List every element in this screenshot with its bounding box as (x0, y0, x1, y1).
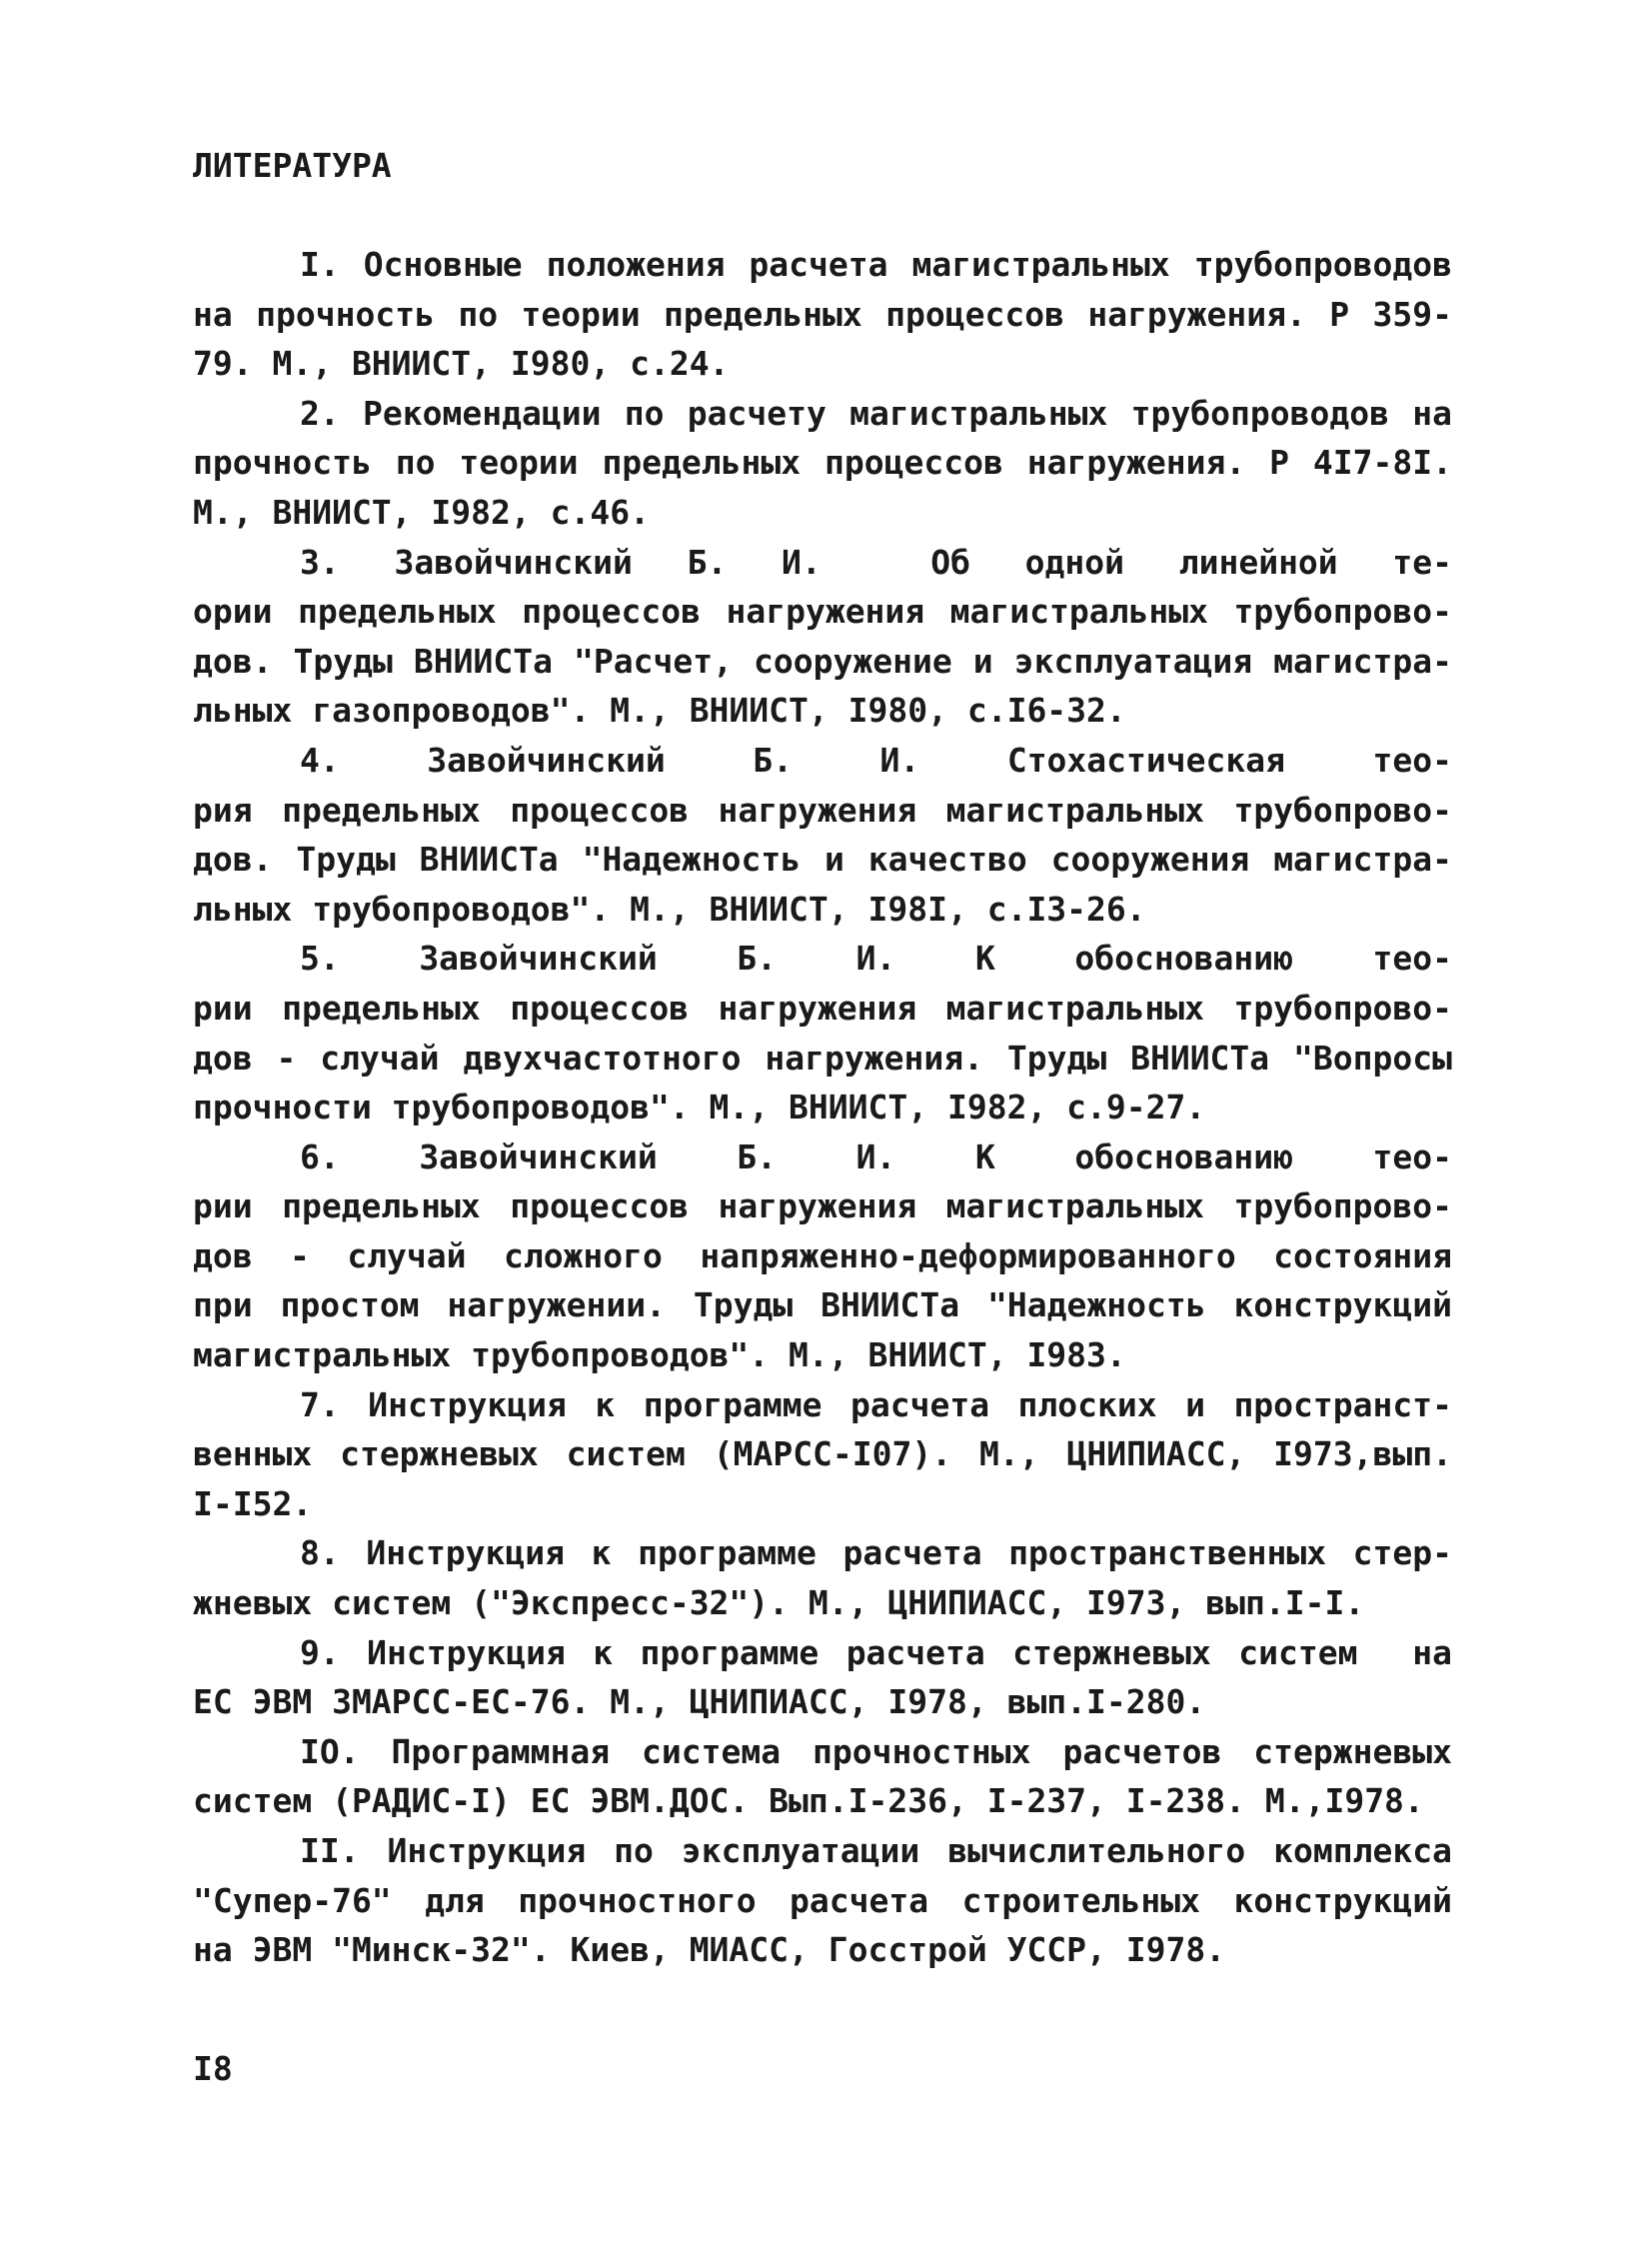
reference-item (193, 1727, 1452, 1826)
reference-line: венных стержневых систем (МАРСС-I07). М., ЦНИПИАСС, I973,вып. (193, 1434, 1452, 1474)
reference-line: IO. Программная система прочностных расчетов стержневых (300, 1731, 1452, 1771)
reference-line: М., ВНИИСТ, I982, с.46. (193, 492, 650, 532)
reference-list (193, 240, 1452, 1975)
reference-line: I. Основные положения расчета магистральных трубопроводов (300, 245, 1452, 284)
reference-line: дов - случай сложного напряженно-деформированного состояния (193, 1235, 1452, 1275)
reference-line: дов - случай двухчастотного нагружения. Труды ВНИИСТа "Вопросы (193, 1038, 1452, 1078)
reference-line: 6. Завойчинский Б. И. К обоснованию тео- (300, 1136, 1452, 1176)
reference-item (193, 240, 1452, 389)
reference-line: ории предельных процессов нагружения магистральных трубопрово- (193, 592, 1452, 632)
reference-line: "Супер-76" для прочностного расчета строительных конструкций (193, 1880, 1452, 1920)
reference-line: льных трубопроводов". М., ВНИИСТ, I98I, с.I3-26. (193, 889, 1146, 929)
reference-line: жневых систем ("Экспресс-32"). М., ЦНИПИАСС, I973, вып.I-I. (193, 1583, 1365, 1623)
reference-line: ЕС ЭВМ ЗМАРСС-ЕС-76. М., ЦНИПИАСС, I978, вып.I-280. (193, 1682, 1206, 1722)
page-number: I8 (193, 2049, 233, 2088)
reference-item (193, 1826, 1452, 1975)
reference-line: 7. Инструкция к программе расчета плоских и пространст- (300, 1384, 1452, 1424)
reference-line: на ЭВМ "Минск-32". Киев, МИАСС, Госстрой УССР, I978. (193, 1930, 1226, 1970)
reference-line: на прочность по теории предельных процессов нагружения. Р 359- (193, 294, 1452, 334)
reference-line: при простом нагружении. Труды ВНИИСТа "Надежность конструкций (193, 1285, 1452, 1325)
reference-line: дов. Труды ВНИИСТа "Надежность и качество сооружения магистра- (193, 840, 1452, 880)
reference-item (193, 736, 1452, 934)
reference-line: 2. Рекомендации по расчету магистральных трубопроводов на (300, 393, 1452, 433)
reference-line: дов. Труды ВНИИСТа "Расчет, сооружение и эксплуатация магистра- (193, 641, 1452, 681)
reference-line: 3. Завойчинский Б. И. Об одной линейной те- (300, 542, 1452, 582)
reference-line: I-I52. (193, 1483, 313, 1523)
reference-line: рия предельных процессов нагружения магистральных трубопрово- (193, 790, 1452, 830)
reference-line: рии предельных процессов нагружения магистральных трубопрово- (193, 988, 1452, 1028)
reference-line: 5. Завойчинский Б. И. К обоснованию тео- (300, 939, 1452, 979)
reference-line: магистральных трубопроводов". М., ВНИИСТ, I983. (193, 1335, 1126, 1375)
reference-line: 79. М., ВНИИСТ, I980, с.24. (193, 344, 730, 384)
reference-item (193, 1380, 1452, 1529)
reference-line: систем (РАДИС-I) ЕС ЭВМ.ДОС. Вып.I-236, I-237, I-238. М.,I978. (193, 1781, 1424, 1821)
page-heading: ЛИТЕРАТУРА (193, 146, 392, 185)
reference-item (193, 389, 1452, 538)
reference-item (193, 934, 1452, 1131)
reference-line: 4. Завойчинский Б. И. Стохастическая тео- (300, 740, 1452, 780)
reference-line: II. Инструкция по эксплуатации вычислительного комплекса (300, 1831, 1452, 1870)
reference-item (193, 538, 1452, 736)
reference-item (193, 1528, 1452, 1627)
reference-item (193, 1132, 1452, 1380)
reference-line: рии предельных процессов нагружения магистральных трубопрово- (193, 1186, 1452, 1226)
reference-line: 9. Инструкция к программе расчета стержневых систем на (300, 1632, 1452, 1672)
reference-line: прочности трубопроводов". М., ВНИИСТ, I982, с.9-27. (193, 1088, 1206, 1127)
reference-line: прочность по теории предельных процессов нагружения. Р 4I7-8I. (193, 443, 1452, 483)
reference-line: льных газопроводов". М., ВНИИСТ, I980, с.I6-32. (193, 691, 1126, 731)
reference-item (193, 1628, 1452, 1727)
reference-line: 8. Инструкция к программе расчета пространственных стер- (300, 1533, 1452, 1573)
